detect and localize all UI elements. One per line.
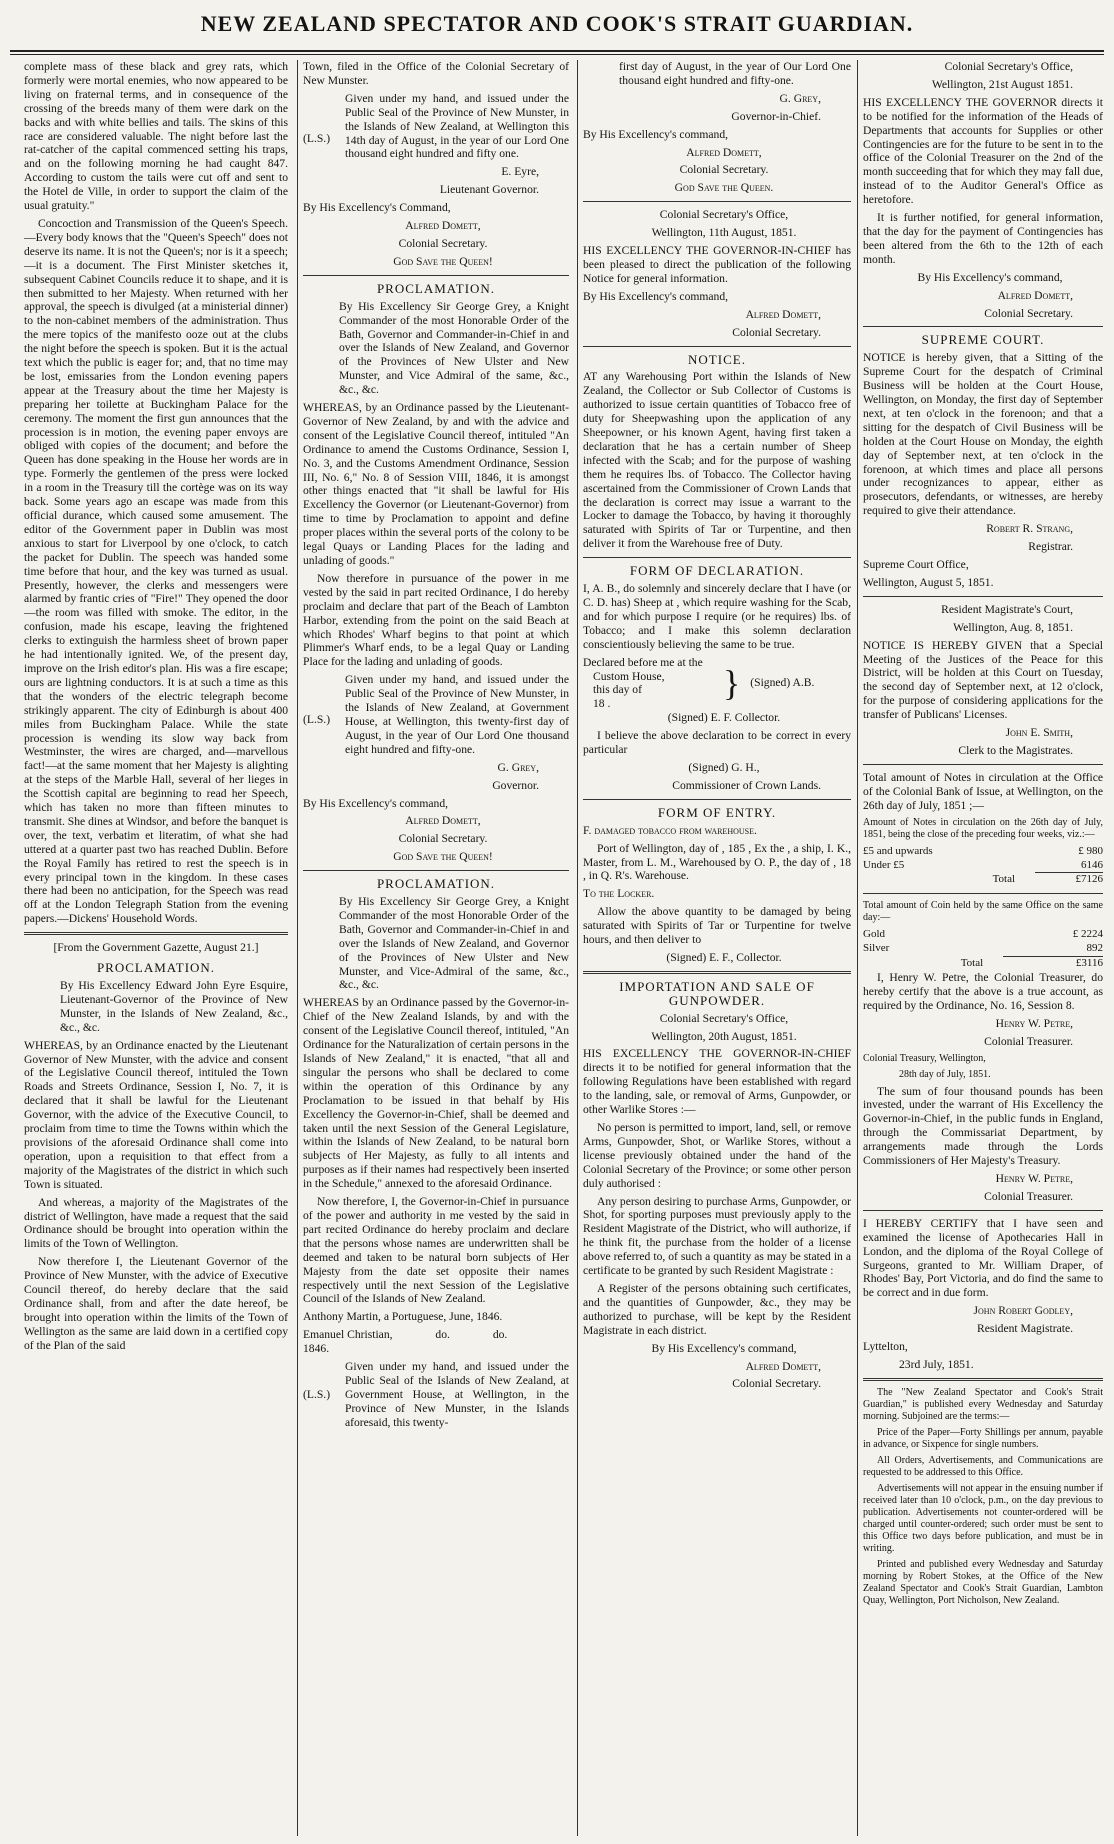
year-1846: 1846. <box>303 1342 330 1356</box>
given-block <box>303 92 569 166</box>
divider <box>583 201 851 202</box>
now-therefore-naturalization: Now therefore, I, the Governor-in-Chief in pursuance of the power and authority in me vested by the said in part recited Ordinance do hereby proclaim and declare that the persons whose names are underwritten shall be deemed and taken to be natural born subjects of Her Majesty from the date set opposite their names respectively until the next Session of the Legislative Council of the Islands of New Zealand. <box>303 1195 569 1306</box>
by-command: By His Excellency's command, <box>303 796 449 810</box>
column-divider <box>297 60 298 1836</box>
title-commissioner: Commissioner of Crown Lands. <box>672 778 821 792</box>
signed-ab: (Signed) A.B. <box>750 676 815 690</box>
divider <box>583 971 851 974</box>
gazette-credit: [From the Government Gazette, August 21.] <box>53 941 259 955</box>
to-locker: To the Locker. <box>583 887 655 901</box>
whereas-paragraph: WHEREAS, by an Ordinance enacted by the Lieutenant Governor of New Munster, with the advice and consent of the Legislative Council thereof, intituled the Town Roads and Streets Ordinance, Session I, No. 7, it is declared that it shall be lawful for the Lieutenant Governor, with the advice of the Executive Council, to proclaim from time to time the Towns within which the provisions of the aforesaid Ordinance shall come into operation, upon a requisition to that effect from a majority of the Magistrates of the district in which such Town is situated. <box>24 1038 288 1191</box>
signature-domett: Alfred Domett, <box>745 307 821 321</box>
divider <box>583 799 851 800</box>
seal-ls: (L.S.) <box>303 131 331 145</box>
gunpowder-heading: IMPORTATION AND SALE OF GUNPOWDER. <box>619 978 815 1008</box>
label-silver: Silver <box>863 942 890 955</box>
by-his-excellency-grey: By His Excellency Sir George Grey, a Knight Commander of the most Honorable Order of the Bath, Governor and Commander-in-Chief in and over the Islands of New Zealand, and Governor of the Provinces of New Ulster and New Munster, and Vice Admiral of the same, &c., &c., &c. <box>339 299 569 397</box>
signature-petre: Henry W. Petre, <box>995 1016 1073 1030</box>
office-line: Colonial Secretary's Office, <box>659 1011 789 1025</box>
by-command: By His Excellency's command, <box>583 289 729 303</box>
supreme-court-notice: NOTICE is hereby given, that a Sitting of the Supreme Court for the despatch of Criminal Business will be holden at the Court House, Wellington, on Monday, the first day of September next, at ten o'clock in the forenoon; and that a sitting for the despatch of Civil Business will be holden at the Court House on Monday, the eighth day of September next, at ten o'clock in the forenoon, at which times and place all persons under recognizances to appear, either as prosecutors, defendants, or witnesses, are hereby required to give their attendance. <box>863 351 1103 518</box>
divider <box>863 1210 1103 1211</box>
title-governor-in-chief: Governor-in-Chief. <box>731 109 821 123</box>
no-person-text: No person is permitted to import, land, sell, or remove Arms, Gunpowder, Shot, or Warlike Stores, without a license previously obtained under the hand of the Colonial Secretary of the Province; or some other person duly authorised : <box>583 1121 851 1190</box>
divider <box>303 275 569 276</box>
seal-ls: (L.S.) <box>303 1388 331 1402</box>
declared-line-2: Custom House, <box>593 669 665 683</box>
signature-strang: Robert R. Strang, <box>986 522 1073 536</box>
declared-line-3: this day of <box>593 683 642 697</box>
sc-date: Wellington, August 5, 1851. <box>863 575 994 589</box>
coin-table <box>863 928 1103 971</box>
ct-office: Colonial Treasury, Wellington, <box>863 1052 986 1064</box>
by-command: By His Excellency's command, <box>917 270 1063 284</box>
rm-office: Resident Magistrate's Court, <box>941 602 1073 616</box>
date-line: Wellington, 11th August, 1851. <box>651 226 797 240</box>
sc-office: Supreme Court Office, <box>863 558 969 571</box>
given-continuation: first day of August, in the year of Our Lord One thousand eight hundred and fifty-one. <box>619 60 851 87</box>
given-text: Given under my hand, and issued under the Public Seal of the Islands of New Zealand, at Government House, at Wellington, in the Province of New Munster, in the Islands aforesaid, this twenty- <box>345 1360 569 1429</box>
table-row <box>863 942 1103 956</box>
ct-date: 28th day of July, 1851. <box>899 1068 991 1080</box>
divider <box>863 326 1103 327</box>
declared-line-4: 18 . <box>593 697 611 711</box>
rm-date: Wellington, Aug. 8, 1851. <box>953 620 1073 634</box>
brace-icon: } <box>723 663 741 704</box>
divider <box>863 1378 1103 1381</box>
column-divider <box>857 60 858 1836</box>
title-registrar: Registrar. <box>1028 540 1073 554</box>
title-colonial-secretary: Colonial Secretary. <box>732 325 821 339</box>
petre-declaration: I, Henry W. Petre, the Colonial Treasurer, do hereby certify that the above is a true account, as required by the Ordinance, No. 16, Session 8. <box>863 971 1103 1012</box>
by-command: By His Excellency's Command, <box>303 201 451 215</box>
divider <box>863 596 1103 597</box>
table-row <box>863 845 1103 859</box>
given-text: Given under my hand, and issued under the Public Seal of the Province of New Munster, in the Islands of New Zealand, at Wellington this 14th day of August, in the year of our Lord One thousand eight hundred and fifty one. <box>345 91 569 161</box>
whereas-customs: WHEREAS, by an Ordinance passed by the Lieutenant-Governor of New Zealand, by and with the advice and consent of the Legislative Council thereof, intituled "An Ordinance to amend the Customs Ordinance, Session I, No. 3, and the Customs Amendment Ordinance, Session III, No. 6," No. 8 of Session VIII, 1846, it is amongst other things enacted that "it shall be lawful for His Excellency the Governor (or Lieutenant-Governor) from time to time by Proclamation to appoint and define proper places within the several ports of the colony to be legal Quays or Landing Places for the lading and unlading of goods." <box>303 401 569 567</box>
signature-domett: Alfred Domett, <box>686 145 762 159</box>
believe-text: I believe the above declaration to be correct in every particular <box>583 729 851 757</box>
notes-table <box>863 845 1103 888</box>
imprint-terms: The "New Zealand Spectator and Cook's Strait Guardian," is published every Wednesday and Saturday morning. Subjoined are the terms:— <box>863 1386 1103 1422</box>
signature-smith: John E. Smith, <box>1005 726 1073 740</box>
by-his-excellency-eyre: By His Excellency Edward John Eyre Esquire, Lieutenant-Governor of the Province of New Munster, in the Islands of New Zealand, &c., &c., &c. <box>60 979 288 1034</box>
signed-ef-collector: (Signed) E. F., Collector. <box>666 950 782 964</box>
name-emanuel: Emanuel Christian, <box>303 1328 393 1342</box>
given-text: Given under my hand, and issued under the Public Seal of the Province of New Munster, in the Islands of New Zealand, at Government House, at Wellington, this twenty-first day of August, in the year of Our Lord One thousand eight hundred and fifty-one. <box>345 673 569 756</box>
form-entry-heading: FORM OF ENTRY. <box>657 804 777 820</box>
imprint-advertisements: Advertisements will not appear in the ensuing number if received later than 10 o'clock, p.m., on the day previous to publication. Advertisements not counter-ordered will be charged until counter-ordered; such order must be sent to this Office two days before publication, and must be in writing. <box>863 1482 1103 1554</box>
masthead-rule-thin <box>10 54 1104 55</box>
column-4 <box>863 60 1103 1836</box>
plan-continuation: Town, filed in the Office of the Colonial Secretary of New Munster. <box>303 60 569 87</box>
imprint-printed-by: Printed and published every Wednesday and Saturday morning by Robert Stokes, at the Office of the New Zealand Spectator and Cook's Strait Guardian, Lambton Quay, Wellington, Port Nicholson, New Zealand. <box>863 1558 1103 1606</box>
now-therefore-quay: Now therefore in pursuance of the power in me vested by the said in part recited Ordinance, I do hereby proclaim and declare that part of the Beach of Lambton Harbor, extending from the point on the said Beach at which Rhodes' Wharf begins to that point at which Plimmer's Wharf ends, to be a legal Quay or Landing Place for the lading and unlading of goods. <box>303 571 569 669</box>
publicans-notice: NOTICE IS HEREBY GIVEN that a Special Meeting of the Justices of the Peace for this District, will be holden at this Court on Tuesday, the second day of September next, at 12 o'clock, for the purpose of considering applications for the transfer of Publicans' Licenses. <box>863 638 1103 722</box>
masthead-rule <box>10 50 1104 52</box>
proclamation-heading: PROCLAMATION. <box>96 960 216 976</box>
signed-ef: (Signed) E. F. Collector. <box>667 711 781 725</box>
god-save-queen: God Save the Queen! <box>393 254 493 268</box>
divider <box>863 893 1103 894</box>
signature-domett: Alfred Domett, <box>405 814 481 828</box>
gunpowder-notice: HIS EXCELLENCY THE GOVERNOR-IN-CHIEF directs it to be notified for general information that the following Regulations have been established with regard to the landing, sale, or removal of Arms, Gunpowder, or other Warlike Stores :— <box>583 1047 851 1117</box>
god-save-queen: God Save the Queen! <box>393 850 493 864</box>
and-whereas-paragraph: And whereas, a majority of the Magistrates of the district of Wellington, have made a request that the said Ordinance should be brought into operation within the limits of the Town of Wellington. <box>24 1195 288 1251</box>
title-colonial-secretary: Colonial Secretary. <box>398 832 488 846</box>
apothecaries-certificate: I HEREBY CERTIFY that I have seen and examined the license of Apothecaries Hall in London, and the diploma of the Royal College of Surgeons, granted to Mr. William Draper, of Rhodes' Bay, Port Victoria, and do find the same to be correct and in due form. <box>863 1216 1103 1300</box>
now-therefore-paragraph: Now therefore I, the Lieutenant Governor of the Province of New Munster, with the advice of Executive Council thereof, do hereby declare that the said Ordinance shall, from and after the date hereof, be brought into operation within the limits of the Town of Wellington as the same are laid down in a certified copy of the Plan of the said <box>24 1255 288 1352</box>
naturalized-name-1: Anthony Martin, a Portuguese, June, 1846. <box>303 1310 503 1324</box>
divider <box>583 346 851 347</box>
signature-godley: John Robert Godley, <box>973 1304 1073 1318</box>
masthead-title: NEW ZEALAND SPECTATOR AND COOK'S STRAIT GUARDIAN. <box>200 11 914 36</box>
title-colonial-secretary: Colonial Secretary. <box>398 236 488 250</box>
title-resident-magistrate: Resident Magistrate. <box>977 1322 1073 1336</box>
further-notified: It is further notified, for general information, that the day for the payment of Contingencies has been altered from the 6th to the 12th of each month. <box>863 211 1103 266</box>
given-block <box>303 1360 569 1434</box>
table-row <box>863 957 1103 971</box>
table-row <box>863 873 1103 887</box>
signature-domett: Alfred Domett, <box>997 288 1073 302</box>
total-coin-heading: Total amount of Coin held by the same Office on the same day:— <box>863 900 1103 924</box>
given-block <box>303 673 569 760</box>
by-command: By His Excellency's command, <box>651 1341 797 1355</box>
divider <box>24 932 288 935</box>
signature-petre: Henry W. Petre, <box>995 1172 1073 1185</box>
date-line: Wellington, 21st August 1851. <box>931 77 1073 91</box>
lyttelton: Lyttelton, <box>863 1340 908 1354</box>
title-lieut-governor: Lieutenant Governor. <box>439 183 539 197</box>
rat-story-ending: complete mass of these black and grey rats, which formerly were mortal enemies, who now appeared to be living on fraternal terms, and in consequence of the crossing of the breeds many of them were dark on the backs and with white bellies and tails. The skins of this race are considered valuable. The night before last the rat-catcher of the capital commenced setting his traps, and on the following morning he had caught 847. According to custom the tails were cut off and sent to the Hotel de Ville, in order to support the claim of the usual gratuity." <box>24 60 288 213</box>
lyttelton-date: 23rd July, 1851. <box>899 1357 974 1371</box>
total-notes-heading: Total amount of Notes in circulation at the Office of the Colonial Bank of Issue, at Wellington, on the 26th day of July, 1851 ;— <box>863 770 1103 812</box>
by-his-excellency-grey: By His Excellency Sir George Grey, a Knight Commander of the most Honorable Order of the Bath, Governor and Commander-in-Chief in and over the Islands of New Zealand, and Governor of the Provinces of New Ulster and New Munster, and Vice-Admiral of the same, &c., &c., &c. <box>339 895 569 992</box>
value-gold: £ 2224 <box>1072 928 1103 941</box>
label-gold: Gold <box>863 928 885 941</box>
his-excellency-notice: HIS EXCELLENCY THE GOVERNOR-IN-CHIEF has been pleased to direct the publication of the following Notice for general information. <box>583 244 851 285</box>
table-row <box>863 859 1103 873</box>
title-clerk: Clerk to the Magistrates. <box>958 743 1073 757</box>
sum-invested: The sum of four thousand pounds has been invested, under the warrant of His Excellency the Governor-in-Chief, in the public funds in England, through the Commissariat Department, by arrangements made through the Lords Commissioners of Her Majesty's Treasury. <box>863 1084 1103 1168</box>
title-colonial-secretary: Colonial Secretary. <box>679 163 769 177</box>
declared-line-1: Declared before me at the <box>583 655 703 669</box>
value-five-up: £ 980 <box>1078 844 1103 857</box>
label-total: Total <box>992 873 1016 886</box>
allow-text: Allow the above quantity to be damaged by being saturated with Spirits of Tar or Turpentine for twelve hours, and then deliver to <box>583 905 851 947</box>
title-governor: Governor. <box>492 778 539 792</box>
divider <box>303 870 569 871</box>
entry-text: Port of Wellington, day of , 185 , Ex the , a ship, I. K., Master, from L. M., Warehoused by O. P., the day of , 18 , in Q. R's. Warehouse. <box>583 841 851 883</box>
office-line: Colonial Secretary's Office, <box>944 60 1073 73</box>
column-1 <box>24 60 288 1836</box>
column-2 <box>303 60 569 1836</box>
table-row <box>863 928 1103 942</box>
damaged-tobacco-line: F. damaged tobacco from warehouse. <box>583 823 757 837</box>
declared-block <box>583 656 851 712</box>
proclamation-heading: PROCLAMATION. <box>376 876 496 892</box>
amount-notes: Amount of Notes in circulation on the 26th day of July, 1851, being the close of the preceding four weeks, viz.:— <box>863 816 1103 840</box>
ditto-1: do. <box>435 1328 450 1342</box>
label-five-up: £5 and upwards <box>863 844 933 857</box>
signature-grey: G. Grey, <box>497 760 539 774</box>
ditto-2: do. <box>492 1328 508 1342</box>
signature-eyre: E. Eyre, <box>501 165 539 179</box>
signed-gh: (Signed) G. H., <box>688 760 760 774</box>
signature-grey: G. Grey, <box>779 91 821 105</box>
imprint-price: Price of the Paper—Forty Shillings per annum, payable in advance, or Sixpence for single numbers. <box>863 1426 1103 1450</box>
form-declaration-text: I, A. B., do solemnly and sincerely declare that I have (or C. D. has) Sheep at , which require washing for the Scab, and for which purpose I require (or he requires) lbs. of Tobacco; and I make this solemn declaration conscientiously believing the same to be true. <box>583 582 851 651</box>
by-command: By His Excellency's command, <box>583 127 729 141</box>
label-total: Total <box>960 956 984 969</box>
title-colonial-secretary: Colonial Secretary. <box>732 1377 821 1391</box>
date-line: Wellington, 20th August, 1851. <box>651 1029 797 1043</box>
title-treasurer: Colonial Treasurer. <box>984 1189 1073 1203</box>
form-declaration-heading: FORM OF DECLARATION. <box>629 563 805 579</box>
any-person-text: Any person desiring to purchase Arms, Gunpowder, or Shot, for sporting purposes must previously apply to the Resident Magistrate of the District, who will authorize, if he think fit, the purchase from the holder of a license above referred to, of such a quantity as may be stated in a certificate to be granted by such Resident Magistrate : <box>583 1194 851 1278</box>
seal-ls: (L.S.) <box>303 713 331 727</box>
value-silver: 892 <box>1086 942 1103 955</box>
queens-speech-article: Concoction and Transmission of the Queen's Speech.—Every body knows that the "Queen's Speech" does not deserve its name. It is not the Queen's; nor is it a speech;—it is a document. The First Minister sketches it, subsequent Cabinet Councils reduce it to shape, and it is then submitted to her Majesty. When returned with her approval, the speech is divulged (at a ministerial dinner) to the non-cabinet members of the administration. Thus the mere topics of the manifesto ooze out at the clubs the night before the speech is spoken. But it is the actual text which the public is eager for; and, that no time may be lost, emissaries from the London evening papers appear at the Treasury about the time her Majesty is preparing her toilette at Buckingham Palace for the ceremony. The moment the first gun announces that the procession is in motion, the evening paper envoys are obliged with copies of the document; and before the Queen has done speaking in the House her words are in type. Formerly the gentlemen of the press were locked in a room in the Treasury till the cortège was on its way back. Some years ago an escape was made from this official durance, which caused some amusement. The editor of the Government paper in Dublin was most anxious to start for Liverpool by one o'clock, to catch the packet for Dublin. The speech was handed some time before that hour, and the key was turned as usual. Presently, however, the clerks and messengers were alarmed by frantic cries of "Fire!" They opened the door—the room was filled with smoke. The editor, in the confusion, made his escape, leaving the frightened clerks to extinguish the harmless sheet of brown paper he had intentionally ignited. We, of the present day, improve on the Irish editor's plan. His was a fire escape; ours are lightning conductors. It is at such a time as this that the wonders of the electric telegraph become strikingly apparent. The city of Edinburgh is about 400 miles from Buckingham Palace. While the state procession is wending its slow way back from Westminster, the wires are charged, and—marvellous fact!—at the same moment that her Majesty is alighting at the steps of the Marble Hall, several of her lieges in the Scottish capital are beginning to read her Speech, which has taken no more than fifteen minutes to transmit. She dines at Windsor, and before the banquet is over, the text, verbatim et literatim, of what she had uttered at a quarter past two has reached Dublin. Before the Royal Family has retired to rest the speech is in every principal town in the kingdom. In these cases there had been no anticipation, for the Speech was read off at the London Telegraph Station from the evening papers.—Dickens' Household Words. <box>24 216 288 926</box>
divider <box>583 557 851 558</box>
notice-heading: NOTICE. <box>688 351 746 367</box>
column-3 <box>583 60 851 1836</box>
god-save-queen: God Save the Queen. <box>674 181 774 195</box>
supreme-court-heading: SUPREME COURT. <box>921 332 1045 348</box>
signature-domett: Alfred Domett, <box>405 219 481 233</box>
office-line: Colonial Secretary's Office, <box>659 208 789 222</box>
imprint-orders: All Orders, Advertisements, and Communications are requested to be addressed to this Office. <box>863 1454 1103 1478</box>
proclamation-heading: PROCLAMATION. <box>376 280 496 296</box>
label-under5: Under £5 <box>863 858 905 871</box>
title-colonial-secretary: Colonial Secretary. <box>984 306 1073 320</box>
register-text: A Register of the persons obtaining such certificates, and the quantities of Gunpowder, &c., they may be authorized to purchase, will be kept by the Resident Magistrate in each district. <box>583 1281 851 1337</box>
divider <box>863 764 1103 765</box>
value-total: £7126 <box>1035 873 1103 887</box>
naturalized-name-2 <box>303 1328 569 1356</box>
signature-domett: Alfred Domett, <box>745 1359 821 1373</box>
value-total: £3116 <box>1003 957 1103 971</box>
tobacco-notice: AT any Warehousing Port within the Islands of New Zealand, the Collector or Sub Collector of Customs is authorized to issue certain quantities of Tobacco free of duty for Sheepwashing upon the application of any Sheepowner, or his known Agent, having first taken a declaration that he has a certain number of Sheep infected with the Scab; and for the purpose of washing them he requires lbs. of Tobacco. The Collector having ascertained from the Commissioner of Crown Lands that the declaration is correct may issue a warrant to the Locker to damage the Tobacco, by having it thoroughly saturated with Spirits of Tar or Turpentine, and then deliver it from the Warehouse free of Duty. <box>583 370 851 551</box>
contingencies-notice: HIS EXCELLENCY THE GOVERNOR directs it to be notified for the information of the Heads of Departments that accounts for Supplies or other Contingencies are for the future to be sent in to the office of the Colonial Treasurer on the 2nd of the month succeeding that for which they may fall due, instead of to the Auditor General's Office as heretofore. <box>863 95 1103 207</box>
column-divider <box>577 60 578 1836</box>
title-treasurer: Colonial Treasurer. <box>984 1034 1073 1048</box>
value-under5: 6146 <box>1081 858 1103 871</box>
whereas-naturalization: WHEREAS by an Ordinance passed by the Governor-in-Chief of the New Zealand Islands, by and with the consent of the Legislative Council thereof, intituled, "An Ordinance for the Naturalization of certain persons in the Islands of New Zealand," it is enacted, "that all and singular the persons who shall be declared to come within the operation of this Ordinance by any Proclamation to be issued in that behalf by His Excellency the Governor-in-Chief, shall be deemed and taken until the next Session of the General Legislature, within the Islands of New Zealand, to be natural born subjects of Her Majesty, as fully to all intents and purposes as if their names had respectively been inserted in the Schedule," annexed to the aforesaid Ordinance. <box>303 996 569 1191</box>
declared-lines <box>583 656 723 712</box>
